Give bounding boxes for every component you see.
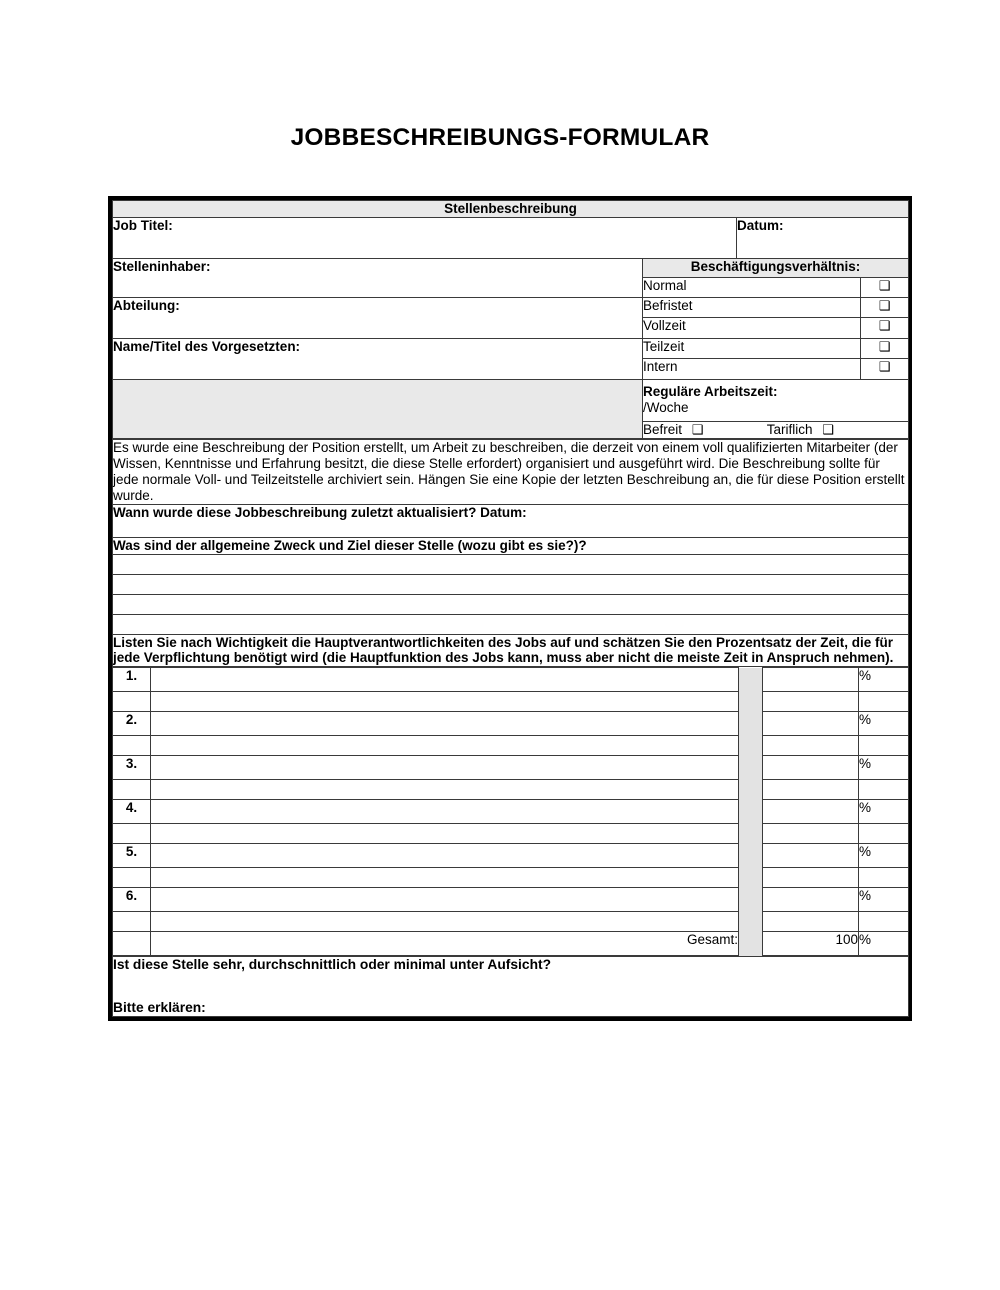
department-label: Abteilung: (113, 297, 643, 338)
incumbent-row (113, 258, 909, 278)
working-hours-cell (643, 379, 909, 421)
table-row-continuation (113, 736, 909, 756)
duty-description[interactable] (151, 888, 739, 912)
table-row-continuation (113, 692, 909, 712)
question-supervision: Ist diese Stelle sehr, durchschnittlich oder minimal unter Aufsicht? (113, 957, 552, 973)
checkbox-icon: ❑ (878, 360, 891, 376)
duty-number: 3. (113, 756, 151, 780)
identity-table (112, 200, 909, 439)
duty-percent-input[interactable] (763, 800, 859, 824)
table-row-continuation (113, 824, 909, 844)
exempt-label: Befreit (643, 421, 683, 437)
section-header-row (113, 201, 909, 218)
total-value: 100 (763, 932, 859, 956)
job-title-label: Job Titel: (113, 217, 737, 258)
percent-symbol-blank (859, 912, 909, 932)
duty-description-continuation[interactable] (151, 780, 739, 800)
department-row (113, 297, 909, 318)
spacer (113, 974, 908, 1000)
checkbox-icon: ❑ (878, 319, 891, 335)
duty-percent-continuation[interactable] (763, 780, 859, 800)
blank-shaded-cell (113, 379, 643, 438)
purpose-answer-line-4[interactable] (113, 614, 909, 634)
purpose-answer-line-3[interactable] (113, 594, 909, 614)
exempt-checkbox-icon[interactable]: ❑ (691, 422, 704, 438)
duties-instruction: Listen Sie nach Wichtigkeit die Hauptverantwortlichkeiten des Jobs auf und schätzen Sie den Prozentsatz der Zeit, die für jede Verpflichtung benötigt wird (die Hauptfunktion des Jobs kann, muss aber nicht die meiste Zeit in Anspruch nehmen). (113, 634, 909, 667)
employment-checkbox-intern[interactable] (861, 359, 909, 380)
percent-symbol-blank (859, 692, 909, 712)
table-row (113, 756, 909, 780)
table-row (113, 888, 909, 912)
duty-description[interactable] (151, 712, 739, 736)
purpose-answer-line-2[interactable] (113, 574, 909, 594)
tariff-label: Tariflich (766, 421, 813, 437)
tariff-checkbox-icon[interactable]: ❑ (822, 422, 834, 438)
intro-paragraph-row (113, 439, 909, 504)
duty-number: 2. (113, 712, 151, 736)
table-row-continuation (113, 912, 909, 932)
supervisor-row (113, 338, 909, 359)
duty-number-blank (113, 824, 151, 844)
percent-symbol-blank (859, 736, 909, 756)
supervision-cell (113, 957, 909, 1017)
employment-option-label-befristet: Befristet (643, 297, 861, 318)
duties-instruction-row (113, 634, 909, 667)
duty-percent-continuation[interactable] (763, 824, 859, 844)
supervisor-label: Name/Titel des Vorgesetzten: (113, 338, 643, 379)
duty-percent-input[interactable] (763, 844, 859, 868)
duty-percent-input[interactable] (763, 756, 859, 780)
duty-description-continuation[interactable] (151, 824, 739, 844)
table-row-continuation (113, 780, 909, 800)
employment-checkbox-vollzeit[interactable] (861, 318, 909, 339)
duty-description[interactable] (151, 756, 739, 780)
duty-description[interactable] (151, 844, 739, 868)
employment-checkbox-teilzeit[interactable] (861, 338, 909, 359)
exempt-tariff-cell (643, 421, 909, 438)
date-label: Datum: (737, 217, 909, 258)
employment-option-label-intern: Intern (643, 359, 861, 380)
duty-number-blank (113, 780, 151, 800)
job-description-form (108, 196, 912, 1021)
duty-percent-continuation[interactable] (763, 912, 859, 932)
table-row (113, 668, 909, 692)
total-row (113, 932, 909, 956)
duty-percent-continuation[interactable] (763, 868, 859, 888)
percent-symbol-blank (859, 868, 909, 888)
percent-symbol: % (859, 712, 909, 736)
percent-symbol-blank (859, 824, 909, 844)
working-hours-label: Reguläre Arbeitszeit: (643, 383, 778, 399)
percent-symbol: % (859, 756, 909, 780)
employment-option-label-vollzeit: Vollzeit (643, 318, 861, 339)
duty-percent-continuation[interactable] (763, 692, 859, 712)
answer-line[interactable] (113, 554, 909, 574)
incumbent-label: Stelleninhaber: (113, 258, 643, 297)
question-last-updated: Wann wurde diese Jobbeschreibung zuletzt aktualisiert? Datum: (113, 504, 909, 537)
percent-symbol: % (859, 668, 909, 692)
duty-percent-continuation[interactable] (763, 736, 859, 756)
job-title-row (113, 217, 909, 258)
checkbox-icon: ❑ (878, 298, 891, 314)
duty-number: 5. (113, 844, 151, 868)
total-label: Gesamt: (151, 932, 739, 956)
total-number-blank (113, 932, 151, 956)
intro-paragraph: Es wurde eine Beschreibung der Position erstellt, um Arbeit zu beschreiben, die derzeit von einem voll qualifizierten Mitarbeiter (der Wissen, Kenntnisse und Erfahrung besitzt, die diese Stelle erfordert) organisiert und ausgeführt wird. Die Beschreibung sollte für jede normale Voll- und Teilzeitstelle archiviert sein. Hängen Sie eine Kopie der letzten Beschreibung an, die für diese Position erstellt wurde. (113, 439, 909, 504)
total-percent-symbol: % (859, 932, 909, 956)
employment-checkbox-befristet[interactable] (861, 297, 909, 318)
duty-number-blank (113, 912, 151, 932)
duty-number-blank (113, 736, 151, 756)
percent-symbol: % (859, 800, 909, 824)
employment-option-label-normal: Normal (643, 278, 861, 298)
duties-table (112, 667, 909, 956)
duty-number-blank (113, 692, 151, 712)
answer-line[interactable] (113, 574, 909, 594)
duty-description[interactable] (151, 800, 739, 824)
duty-description-continuation[interactable] (151, 912, 739, 932)
percent-symbol-blank (859, 780, 909, 800)
duty-number-blank (113, 868, 151, 888)
duty-description-continuation[interactable] (151, 868, 739, 888)
answer-line[interactable] (113, 614, 909, 634)
employment-header: Beschäftigungsverhältnis: (643, 258, 909, 278)
section-header: Stellenbeschreibung (113, 201, 909, 218)
table-row-continuation (113, 868, 909, 888)
duty-description[interactable] (151, 668, 739, 692)
employment-checkbox-normal[interactable] (861, 278, 909, 298)
answer-line[interactable] (113, 594, 909, 614)
checkbox-icon: ❑ (878, 279, 891, 295)
question-purpose: Was sind der allgemeine Zweck und Ziel dieser Stelle (wozu gibt es sie?)? (113, 537, 909, 554)
duty-percent-input[interactable] (763, 668, 859, 692)
duty-percent-input[interactable] (763, 712, 859, 736)
duty-description-continuation[interactable] (151, 736, 739, 756)
page-title: JOBBESCHREIBUNGS-FORMULAR (290, 124, 710, 151)
purpose-answer-line-1[interactable] (113, 554, 909, 574)
explain-label: Bitte erklären: (113, 999, 206, 1015)
table-row (113, 712, 909, 736)
table-row (113, 844, 909, 868)
duty-number: 6. (113, 888, 151, 912)
percent-symbol: % (859, 844, 909, 868)
last-updated-row (113, 504, 909, 537)
spacer-column (739, 668, 763, 956)
employment-option-label-teilzeit: Teilzeit (643, 338, 861, 359)
intro-questions-table (112, 439, 909, 667)
duty-percent-input[interactable] (763, 888, 859, 912)
supervision-table (112, 956, 909, 1017)
supervision-row (113, 957, 909, 1017)
purpose-question-row (113, 537, 909, 554)
working-hours-row (113, 379, 909, 421)
table-row (113, 800, 909, 824)
working-hours-unit: /Woche (643, 399, 689, 415)
percent-symbol: % (859, 888, 909, 912)
duty-description-continuation[interactable] (151, 692, 739, 712)
duty-number: 4. (113, 800, 151, 824)
duty-number: 1. (113, 668, 151, 692)
checkbox-icon: ❑ (878, 339, 891, 355)
